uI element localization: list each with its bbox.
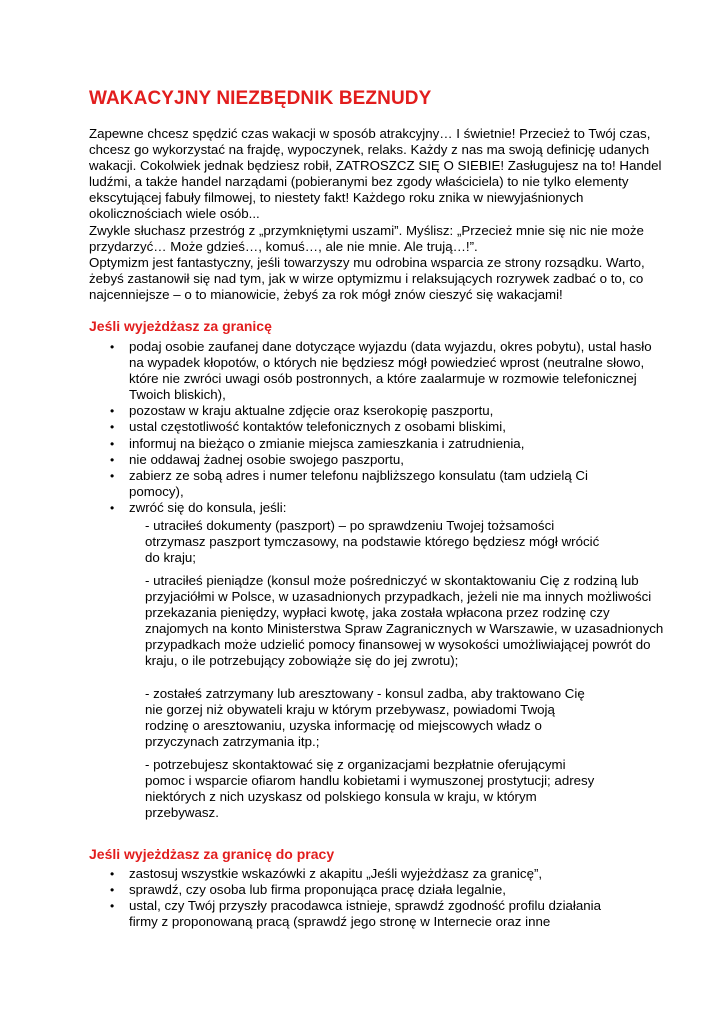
bullet-icon: • — [110, 500, 115, 515]
sub-item-line: do kraju; — [145, 550, 196, 566]
bullet-icon: • — [110, 867, 115, 881]
sub-item-line: przypadkach może udzielić pomocy finansowej w wysokości umożliwiającej powrót do — [145, 637, 651, 653]
list-item — [89, 866, 664, 882]
consul-case-money — [145, 573, 665, 670]
list-item-line: pomocy), — [129, 483, 184, 499]
intro-line: Optymizm jest fantastyczny, jeśli towarzyszy mu odrobina wsparcia ze strony rozsądku. Warto, — [89, 254, 645, 270]
sub-item-line: rodzinę o aresztowaniu, uzyska informację od miejscowych władz o — [145, 718, 542, 734]
sub-item-line: - potrzebujesz skontaktować się z organizacjami bezpłatnie oferującymi — [145, 757, 566, 772]
list-item — [89, 419, 664, 435]
list-item-line: pozostaw w kraju aktualne zdjęcie oraz kserokopię paszportu, — [129, 403, 494, 419]
work-abroad-checklist — [89, 866, 664, 930]
list-item — [89, 500, 664, 516]
sub-item-line: przyjaciółmi w Polsce, w uzasadnionych przypadkach, jeżeli nie ma innych możliwości — [145, 589, 652, 605]
list-item-line: nie oddawaj żadnej osobie swojego paszportu, — [129, 451, 404, 467]
sub-item-line: - zostałeś zatrzymany lub aresztowany - konsul zadba, aby traktowano Cię — [145, 686, 585, 701]
sub-item-line: przebywasz. — [145, 805, 219, 821]
sub-item-line: niektórych z nich uzyskasz od polskiego konsula w kraju, w którym — [145, 789, 537, 805]
intro-line: żebyś zastanowił się nad tym, jak w wirze optymizmu i relaksujących rozrywek zadbać o to, co — [89, 270, 644, 286]
sub-item-line: przyczynach zatrzymania itp.; — [145, 734, 320, 750]
list-item — [89, 898, 664, 930]
bullet-icon: • — [110, 899, 115, 914]
intro-line: chcesz go wykorzystać na frajdę, wypoczynek, relaks. Każdy z nas ma swoją definicję udanych — [89, 142, 650, 158]
list-item — [89, 339, 664, 403]
abroad-checklist — [89, 339, 664, 516]
intro-line: wakacji. Cokolwiek jednak będziesz robił, ZATROSZCZ SIĘ O SIEBIE! Zasługujesz na to! Handel — [89, 158, 662, 174]
bullet-icon: • — [110, 883, 115, 898]
bullet-icon: • — [110, 340, 115, 354]
consul-case-organizations — [145, 757, 665, 821]
consul-case-arrest — [145, 686, 665, 750]
list-item-line: na wypadek kłopotów, o których nie będziesz mógł powiedzieć wprost (neutralne słowo, — [129, 355, 645, 371]
intro-line: najcenniejsze – o to mianowicie, żebyś za rok mógł znów cieszyć się wakacjami! — [89, 286, 563, 302]
bullet-icon: • — [110, 420, 115, 435]
sub-item-line: - utraciłeś pieniądze (konsul może pośredniczyć w skontaktowaniu Cię z rodziną lub — [145, 573, 639, 588]
list-item-line: firmy z proponowaną pracą (sprawdź jego stronę w Internecie oraz inne — [129, 914, 551, 930]
sub-item-line: przekazania pieniędzy, wypłaci kwotę, jaka została wpłacona przez rodzinę czy — [145, 605, 610, 621]
list-item — [89, 403, 664, 419]
list-item — [89, 452, 664, 468]
list-item-line: ustal częstotliwość kontaktów telefonicznych z osobami bliskimi, — [129, 419, 506, 435]
list-item-line: zastosuj wszystkie wskazówki z akapitu „Jeśli wyjeżdżasz za granicę”, — [129, 866, 543, 881]
sub-item-line: otrzymasz paszport tymczasowy, na podstawie którego będziesz mógł wrócić — [145, 534, 600, 550]
intro-line: przydarzyć… Może gdzieś…, komuś…, ale nie mnie. Ale trują…!”. — [89, 238, 478, 254]
section-heading-work-abroad: Jeśli wyjeżdżasz za granicę do pracy — [89, 846, 335, 862]
sub-item-line: nie gorzej niż obywateli kraju w którym przebywasz, powiadomi Twoją — [145, 702, 555, 718]
bullet-icon: • — [110, 404, 115, 419]
intro-line: okolicznościach wiele osób... — [89, 206, 260, 222]
sub-item-line: znajomych na konto Ministerstwa Spraw Zagranicznych w Warszawie, w uzasadnionych — [145, 621, 664, 637]
intro-line: Zapewne chcesz spędzić czas wakacji w sposób atrakcyjny… I świetnie! Przecież to Twój czas, — [89, 126, 651, 141]
intro-line: ludźmi, a także handel narządami (pobieranymi bez zgody właściciela) to nie tylko elementy — [89, 174, 629, 190]
list-item — [89, 468, 664, 500]
bullet-icon: • — [110, 468, 115, 483]
section-heading-abroad: Jeśli wyjeżdżasz za granicę — [89, 318, 272, 334]
sub-item-line: - utraciłeś dokumenty (paszport) – po sprawdzeniu Twojej tożsamości — [145, 518, 555, 533]
list-item-line: sprawdź, czy osoba lub firma proponująca pracę działa legalnie, — [129, 882, 506, 898]
intro-line: ekscytującej fabuły filmowej, to niestety fakt! Każdego roku znika w niewyjaśnionych — [89, 190, 584, 206]
list-item-line: zwróć się do konsula, jeśli: — [129, 499, 287, 515]
sub-item-line: pomoc i wsparcie ofiarom handlu kobietami i wymuszonej prostytucji; adresy — [145, 773, 595, 789]
list-item-line: zabierz ze sobą adres i numer telefonu najbliższego konsulatu (tam udzielą Ci — [129, 467, 588, 483]
list-item-line: informuj na bieżąco o zmianie miejsca zamieszkania i zatrudnienia, — [129, 435, 525, 451]
bullet-icon: • — [110, 452, 115, 467]
list-item-line: podaj osobie zaufanej dane dotyczące wyjazdu (data wyjazdu, okres pobytu), ustal hasło — [129, 339, 652, 354]
list-item — [89, 436, 664, 452]
sub-item-line: kraju, o ile potrzebujący zobowiąże się do jej zwrotu); — [145, 653, 459, 669]
intro-paragraph — [89, 126, 662, 303]
list-item-line: Twoich bliskich), — [129, 387, 226, 403]
list-item-line: ustal, czy Twój przyszły pracodawca istnieje, sprawdź zgodność profilu działania — [129, 898, 602, 914]
list-item — [89, 882, 664, 898]
bullet-icon: • — [110, 436, 115, 451]
document-title: WAKACYJNY NIEZBĘDNIK BEZNUDY — [89, 88, 432, 109]
intro-line: Zwykle słuchasz przestróg z „przymkniętymi uszami”. Myślisz: „Przecież mnie się nic nie może — [89, 222, 644, 238]
list-item-line: które nie zwróci uwagi osób postronnych, a które zaalarmuje w rozmowie telefonicznej — [129, 371, 637, 387]
consul-case-documents — [145, 518, 665, 566]
